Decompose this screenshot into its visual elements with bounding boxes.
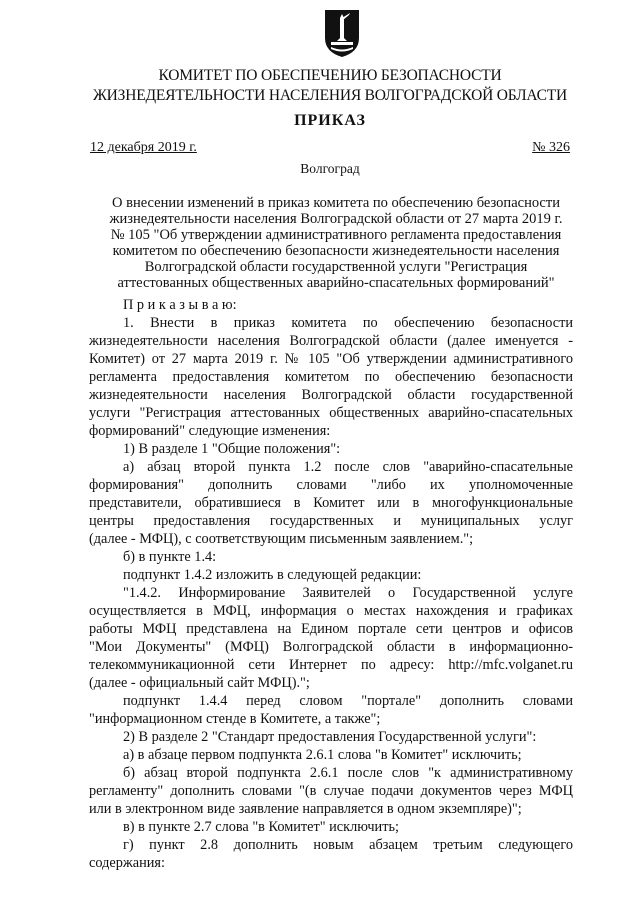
body-text-line: а) абзац второй пункта 1.2 после слов "аварийно-спасательные	[123, 459, 573, 475]
body-text-line: регламента предоставления комитетом по обеспечению безопасности	[89, 369, 573, 385]
body-text-line: работы МФЦ представлена на Едином портале сети центров и офисов	[89, 621, 573, 637]
body-text-line: услуги "Регистрация аттестованных общественных аварийно-спасательных	[89, 405, 573, 421]
body-text-line: формирования" дополнить словами "либо их уполномоченные	[89, 477, 573, 493]
body-text-line: осуществляется в МФЦ, информация о местах нахождения и графиках	[89, 603, 573, 619]
subject-line: жизнедеятельности населения Волгоградской области от 27 марта 2019 г.	[109, 211, 563, 227]
body-text-line: подпункт 1.4.2 изложить в следующей редакции:	[123, 567, 422, 583]
body-text-line: б) в пункте 1.4:	[123, 549, 217, 565]
organization-name-line-2: ЖИЗНЕДЕЯТЕЛЬНОСТИ НАСЕЛЕНИЯ ВОЛГОГРАДСКОЙ ОБЛАСТИ	[92, 87, 568, 104]
body-text-line: (далее - официальный сайт МФЦ).";	[89, 675, 310, 691]
document-subject	[86, 195, 586, 291]
body-text-line: "1.4.2. Информирование Заявителей о Государственной услуге	[123, 585, 573, 601]
organization-name-line-1: КОМИТЕТ ПО ОБЕСПЕЧЕНИЮ БЕЗОПАСНОСТИ	[158, 67, 502, 84]
body-text-line: в) в пункте 2.7 слова "в Комитет" исключить;	[123, 819, 399, 835]
body-text-line: жизнедеятельности населения Волгоградской области (далее именуется -	[89, 333, 573, 349]
body-text-line: центры предоставления государственных и муниципальных услуг	[89, 513, 573, 529]
body-text-line: 2) В разделе 2 "Стандарт предоставления Государственной услуги":	[123, 729, 537, 745]
subject-line: О внесении изменений в приказ комитета по обеспечению безопасности	[112, 195, 560, 211]
body-text-line: жизнедеятельности населения Волгоградской области государственной	[89, 387, 573, 403]
body-text-line: г) пункт 2.8 дополнить новым абзацем третьим следующего	[123, 837, 573, 853]
document-number: № 326	[532, 140, 570, 155]
body-text-line: формирований" следующие изменения:	[89, 423, 331, 439]
subject-line: аттестованных общественных аварийно-спасательных формирований"	[117, 275, 555, 291]
body-text-line: Комитет) от 27 марта 2019 г. № 105 "Об утверждении административного	[89, 351, 573, 367]
body-text-line: содержания:	[89, 855, 165, 871]
body-text-line: б) абзац второй подпункта 2.6.1 после слов "к административному	[123, 765, 573, 781]
body-text-line: или в электронном виде заявление направляется в одном экземпляре)";	[89, 801, 522, 817]
body-text-line: а) в абзаце первом подпункта 2.6.1 слова "в Комитет" исключить;	[123, 747, 522, 763]
subject-line: № 105 "Об утверждении административного регламента предоставления	[110, 227, 562, 243]
body-text-line: регламенту" дополнить словами "(в случае подачи документов через МФЦ	[89, 783, 573, 799]
document-type-title: ПРИКАЗ	[294, 112, 366, 129]
body-text-line: "Мои Документы" (МФЦ) Волгоградской области в информационно-	[89, 639, 573, 655]
document-date: 12 декабря 2019 г.	[90, 140, 197, 155]
subject-line: Волгоградской области государственной услуги "Регистрация	[144, 259, 528, 275]
body-text-line: телекоммуникационной сети Интернет по адресу: http://mfc.volganet.ru	[89, 657, 573, 673]
subject-line: комитетом по обеспечению безопасности жизнедеятельности населения	[112, 243, 560, 259]
body-text-line: подпункт 1.4.4 перед словом "портале" дополнить словами	[123, 693, 573, 709]
body-text-line: (далее - МФЦ), с соответствующим письменным заявлением.";	[89, 531, 474, 547]
document-city: Волгоград	[300, 161, 360, 176]
volgograd-coat-of-arms-emblem	[323, 8, 361, 58]
body-text-line: 1) В разделе 1 "Общие положения":	[123, 441, 341, 457]
body-text-line: представители, обратившиеся в Комитет или в многофункциональные	[89, 495, 573, 511]
body-text-line: "информационном стенде в Комитете, а также";	[89, 711, 381, 727]
body-text-line: П р и к а з ы в а ю:	[123, 297, 237, 313]
body-text-line: 1. Внести в приказ комитета по обеспечению безопасности	[123, 315, 573, 331]
